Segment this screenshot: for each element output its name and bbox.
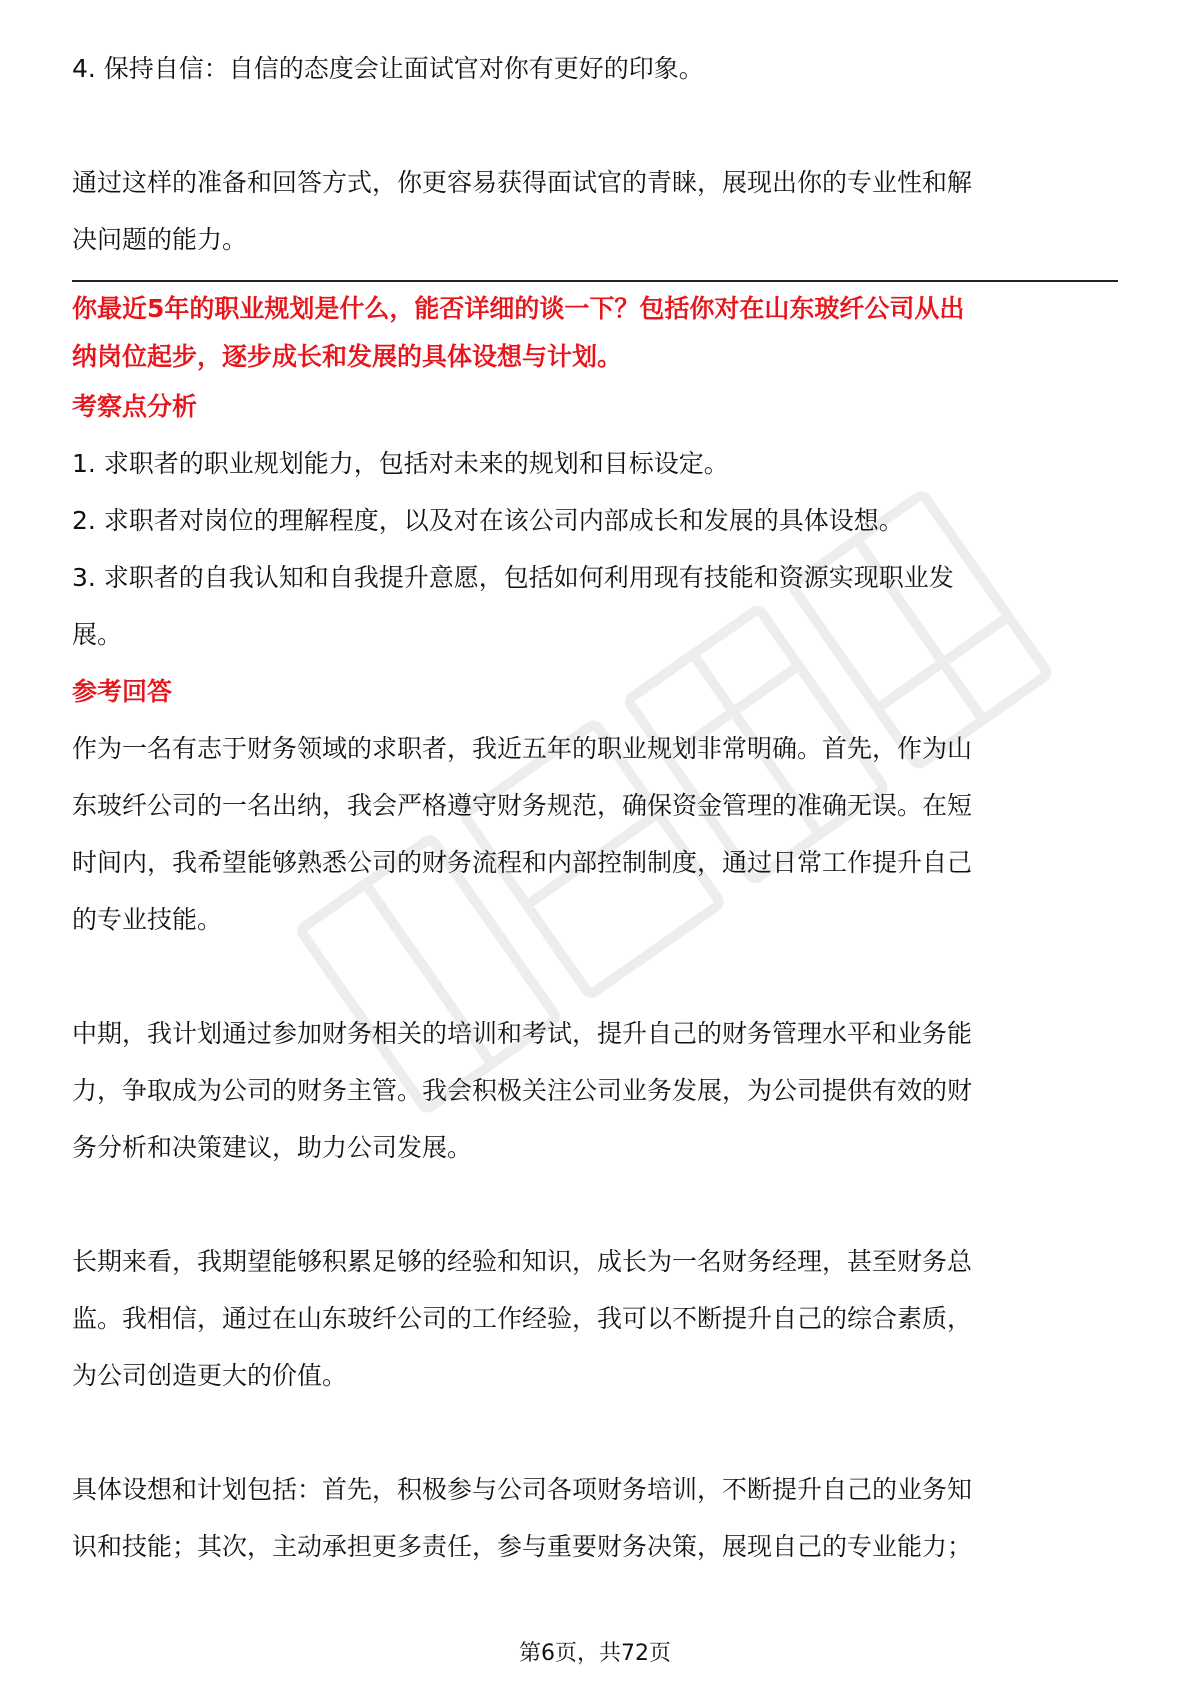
answer-line: 监。我相信，通过在山东玻纤公司的工作经验，我可以不断提升自己的综合素质， <box>72 1304 973 1333</box>
summary-line-1: 通过这样的准备和回答方式，你更容易获得面试官的青睐，展现出你的专业性和解 <box>72 168 973 197</box>
answer-paragraph-4 <box>72 1461 1118 1575</box>
answer-heading: 参考回答 <box>72 677 173 706</box>
section-divider <box>72 280 1118 282</box>
answer-line: 的专业技能。 <box>72 905 223 934</box>
question-line-2: 纳岗位起步，逐步成长和发展的具体设想与计划。 <box>72 342 623 371</box>
answer-line: 具体设想和计划包括：首先，积极参与公司各项财务培训，不断提升自己的业务知 <box>72 1475 973 1504</box>
answer-line: 长期来看，我期望能够积累足够的经验和知识，成长为一名财务经理，甚至财务总 <box>72 1247 973 1276</box>
page-number: 第6页，共72页 <box>519 1641 671 1666</box>
analysis-item: 3. 求职者的自我认知和自我提升意愿，包括如何利用现有技能和资源实现职业发 <box>72 563 954 592</box>
tip-item-4: 4. 保持自信：自信的态度会让面试官对你有更好的印象。 <box>72 54 704 83</box>
analysis-item: 2. 求职者对岗位的理解程度，以及对在该公司内部成长和发展的具体设想。 <box>72 506 904 535</box>
answer-line: 东玻纤公司的一名出纳，我会严格遵守财务规范，确保资金管理的准确无误。在短 <box>72 791 973 820</box>
summary-line-2: 决问题的能力。 <box>72 225 248 254</box>
analysis-item: 1. 求职者的职业规划能力，包括对未来的规划和目标设定。 <box>72 449 729 478</box>
question-line-1: 你最近5年的职业规划是什么，能否详细的谈一下？包括你对在山东玻纤公司从出 <box>72 294 965 323</box>
analysis-item: 展。 <box>72 620 123 649</box>
spacer <box>72 1176 1118 1233</box>
answer-paragraph-3 <box>72 1233 1118 1404</box>
answer-line: 识和技能；其次，主动承担更多责任，参与重要财务决策，展现自己的专业能力； <box>72 1532 973 1561</box>
answer-line: 务分析和决策建议，助力公司发展。 <box>72 1133 473 1162</box>
spacer <box>72 948 1118 1005</box>
spacer <box>72 97 1118 154</box>
answer-line: 时间内，我希望能够熟悉公司的财务流程和内部控制制度，通过日常工作提升自己 <box>72 848 973 877</box>
answer-line: 作为一名有志于财务领域的求职者，我近五年的职业规划非常明确。首先，作为山 <box>72 734 973 763</box>
answer-paragraph-1 <box>72 720 1118 948</box>
answer-line: 中期，我计划通过参加财务相关的培训和考试，提升自己的财务管理水平和业务能 <box>72 1019 973 1048</box>
analysis-heading: 考察点分析 <box>72 392 198 421</box>
answer-line: 为公司创造更大的价值。 <box>72 1361 348 1390</box>
answer-line: 力，争取成为公司的财务主管。我会积极关注公司业务发展，为公司提供有效的财 <box>72 1076 973 1105</box>
spacer <box>72 1404 1118 1461</box>
answer-paragraph-2 <box>72 1005 1118 1176</box>
analysis-list <box>72 435 1118 663</box>
page-content <box>72 40 1118 1575</box>
